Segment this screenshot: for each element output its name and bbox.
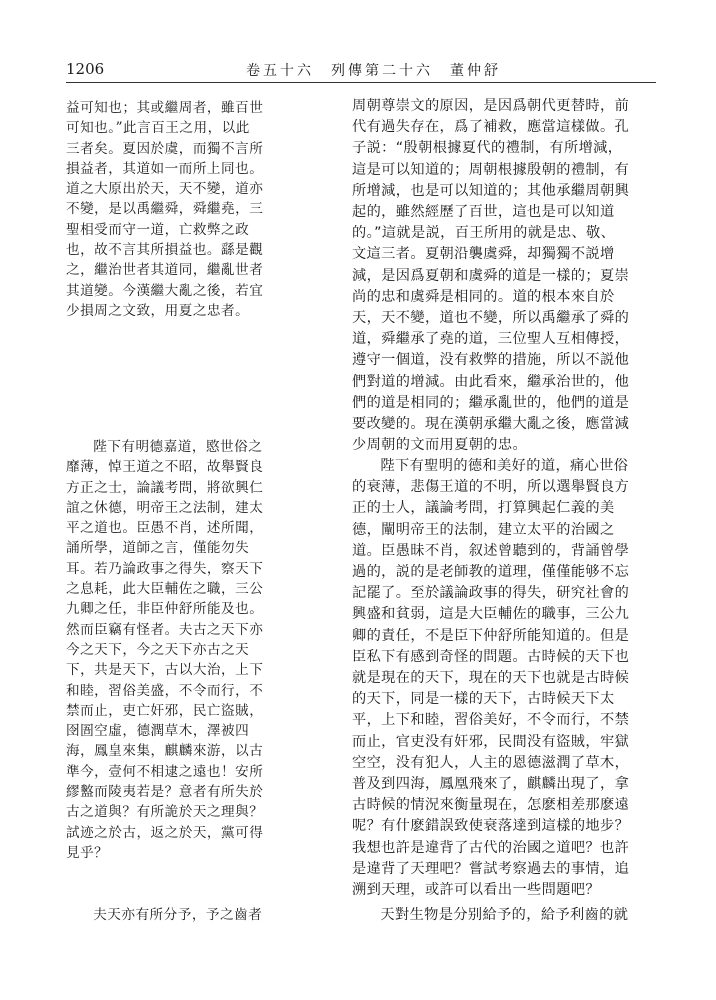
- header-rule: [66, 82, 656, 83]
- text-line: 可知也。”此言百王之用，以此: [66, 120, 250, 137]
- text-line: 德，闡明帝王的法制，建立太平的治國之: [352, 521, 615, 538]
- text-line: 記罷了。至於議論政事的得失，研究社會的: [352, 585, 630, 602]
- translation-paragraph-1: [352, 96, 642, 456]
- text-line: 溯到天理，或許可以看出一些問題吧？: [352, 882, 600, 899]
- text-line: 少周朝的文而用夏朝的忠。: [352, 437, 528, 454]
- classical-paragraph-2: [66, 437, 328, 863]
- text-line: 見乎？: [66, 844, 109, 861]
- text-line: 文這三者。夏朝沿襲虞舜，却獨獨不説增: [352, 246, 615, 263]
- text-line: 道。臣愚昧不肖，叙述曾聽到的，背誦曾學: [352, 542, 630, 559]
- text-line: 正的士人，議論考問，打算興起仁義的美: [352, 500, 615, 517]
- text-line: 代有過失存在，爲了補救，應當這樣做。孔: [352, 119, 630, 136]
- text-line: 海，鳳皇來集，麒麟來游，以古: [66, 743, 264, 760]
- text-line: 三者矣。夏因於虞，而獨不言所: [66, 140, 264, 157]
- text-line: 就是現在的天下，現在的天下也就是古時候: [352, 670, 630, 687]
- text-line: 囹圄空虛，德潤草木，澤被四: [66, 723, 250, 740]
- text-line: 空空，没有犯人，人主的恩德滋潤了草木，: [352, 754, 630, 771]
- text-line: 古時候的情況來衡量現在，怎麽相差那麽遠: [352, 797, 630, 814]
- text-line: 聖相受而守一道，亡救弊之政: [66, 221, 250, 238]
- page-number: 1206: [66, 60, 105, 78]
- text-line: 的衰薄，悲傷王道的不明，所以選舉賢良方: [352, 479, 630, 496]
- translation-paragraph-3: [352, 905, 642, 926]
- text-line: 然而臣竊有怪者。夫古之天下亦: [66, 621, 264, 638]
- text-line: 平之道也。臣愚不肖，述所聞，: [66, 520, 264, 537]
- text-line: 平，上下和睦，習俗美好，不令而行，不禁: [352, 712, 630, 729]
- text-line: 的。”這就是説，百王所用的就是忠、敬、: [352, 225, 616, 242]
- text-line: 普及到四海，鳳凰飛來了，麒麟出現了，拿: [352, 776, 630, 793]
- text-line: 們的道是相同的；繼承亂世的，他們的道是: [352, 394, 630, 411]
- text-line: 禁而止，吏亡奸邪，民亡盜賊，: [66, 702, 264, 719]
- text-line: 和睦，習俗美盛，不令而行，不: [66, 682, 264, 699]
- text-line: 是違背了天理吧？嘗試考察過去的事情，追: [352, 860, 630, 877]
- text-line: 天對生物是分别給予的，給予利齒的就: [380, 907, 629, 923]
- text-line: 我想也許是違背了古代的治國之道吧？也許: [352, 839, 630, 856]
- text-line: 九卿之任，非臣仲舒所能及也。: [66, 601, 264, 618]
- running-title: 卷五十六 列傳第二十六 董仲舒: [246, 63, 501, 79]
- text-line: 遵守一個道，没有救弊的措施，所以不説他: [352, 352, 630, 369]
- text-line: 道之大原出於天，天不變，道亦: [66, 181, 264, 198]
- text-line: 古之道與？有所詭於天之理與？: [66, 804, 264, 821]
- text-line: 天，天不變，道也不變，所以禹繼承了舜的: [352, 310, 630, 327]
- text-line: 所增減，也是可以知道的；其他承繼周朝興: [352, 182, 630, 199]
- text-line: 卿的責任，不是臣下仲舒所能知道的。但是: [352, 627, 630, 644]
- text-line: 夫天亦有所分予，予之齒者: [93, 907, 263, 923]
- text-line: 之息耗，此大臣輔佐之職，三公: [66, 581, 264, 598]
- text-line: 們對道的增減。由此看來，繼承治世的，他: [352, 373, 630, 390]
- text-line: 陛下有聖明的德和美好的道，痛心世俗: [380, 458, 629, 474]
- text-line: 試迹之於古，返之於天，黨可得: [66, 824, 264, 841]
- text-line: 要改變的。現在漢朝承繼大亂之後，應當減: [352, 416, 630, 433]
- text-line: 道，舜繼承了堯的道，三位聖人互相傳授，: [352, 331, 630, 348]
- text-line: 興盛和貧弱，這是大臣輔佐的職事，三公九: [352, 606, 630, 623]
- text-line: 其道變。今漢繼大亂之後，若宜: [66, 282, 264, 299]
- text-line: 準今，壹何不相逮之遠也！安所: [66, 763, 264, 780]
- text-line: 起的，雖然經歷了百世，這也是可以知道: [352, 204, 615, 221]
- text-line: 繆盭而陵夷若是？意者有所失於: [66, 784, 264, 801]
- classical-paragraph-1: [66, 98, 328, 321]
- text-line: 益可知也；其或繼周者，雖百世: [66, 100, 264, 116]
- classical-paragraph-3: [66, 905, 328, 925]
- text-line: 之，繼治世者其道同，繼亂世者: [66, 262, 264, 279]
- text-line: 這是可以知道的；周朝根據殷朝的禮制，有: [352, 161, 630, 178]
- text-line: 不變，是以禹繼舜，舜繼堯，三: [66, 201, 264, 218]
- text-line: 減，是因爲夏朝和虞舜的道是一樣的；夏崇: [352, 267, 630, 284]
- text-line: 過的，説的是老師教的道理，僅僅能够不忘: [352, 564, 630, 581]
- text-line: 靡薄，悼王道之不昭，故舉賢良: [66, 459, 264, 476]
- text-line: 耳。若乃論政事之得失，察天下: [66, 560, 264, 577]
- text-line: 臣私下有感到奇怪的問題。古時候的天下也: [352, 648, 630, 665]
- translation-paragraph-2: [352, 456, 642, 901]
- text-line: 今之天下，今之天下亦古之天: [66, 641, 250, 658]
- text-line: 方正之士，論議考問，將欲興仁: [66, 479, 264, 496]
- text-line: 誦所學，道師之言，僅能勿失: [66, 540, 250, 557]
- text-line: 陛下有明德嘉道，愍世俗之: [93, 439, 263, 455]
- text-line: 周朝尊崇文的原因，是因爲朝代更替時，前: [352, 98, 630, 114]
- text-line: 下，共是天下，古以大治，上下: [66, 662, 264, 679]
- text-line: 少損周之文致，用夏之忠者。: [66, 302, 250, 319]
- text-line: 損益者，其道如一而所上同也。: [66, 160, 264, 177]
- text-line: 而止，官吏没有奸邪，民間没有盜賊，牢獄: [352, 733, 630, 750]
- text-line: 的天下，同是一樣的天下，古時候天下太: [352, 691, 615, 708]
- text-line: 誼之休德，明帝王之法制，建太: [66, 499, 264, 516]
- text-line: 尚的忠和虞舜是相同的。道的根本來自於: [352, 288, 615, 305]
- text-line: 子説：“殷朝根據夏代的禮制，有所增減，: [352, 140, 623, 157]
- text-line: 呢？有什麽錯誤致使衰落達到這樣的地步？: [352, 818, 630, 835]
- text-line: 也，故不言其所損益也。繇是觀: [66, 242, 264, 259]
- page-header: [66, 58, 656, 84]
